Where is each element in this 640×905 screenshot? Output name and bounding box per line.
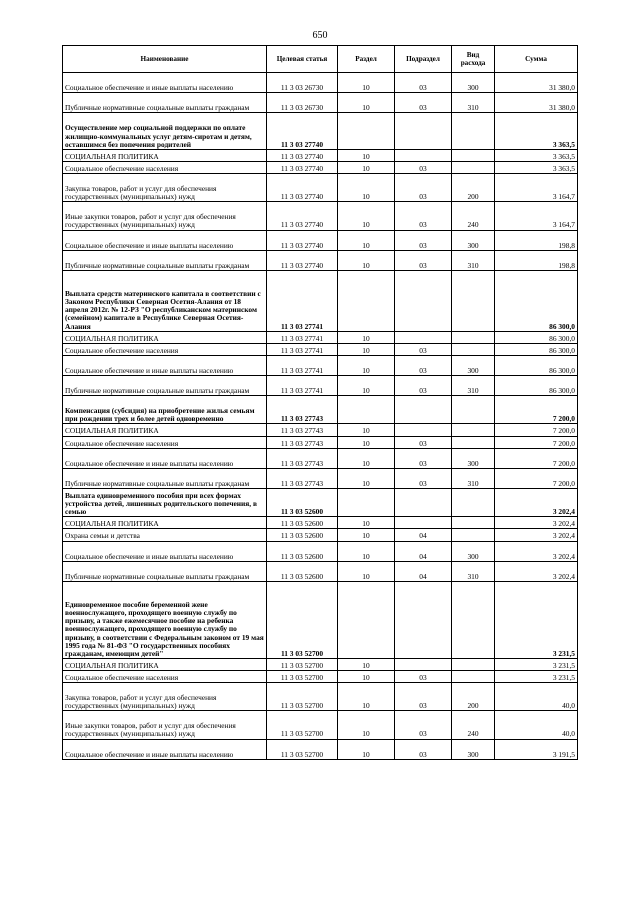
row-code-cell: 11 3 03 27740 (267, 202, 338, 230)
row-code-cell: 11 3 03 26730 (267, 93, 338, 113)
row-subsection-cell: 04 (395, 529, 452, 541)
table-row (63, 250, 578, 270)
header-subsection: Подраздел (395, 46, 452, 73)
row-code-cell: 11 3 03 27740 (267, 149, 338, 161)
table-row (63, 355, 578, 375)
row-section-cell: 10 (338, 517, 395, 529)
row-expense-cell: 240 (452, 202, 495, 230)
row-subsection-cell: 03 (395, 355, 452, 375)
row-name-cell: Выплата единовременного пособия при всех формах устройства детей, лишенных родительского попечения, в семью (63, 489, 267, 517)
table-row (63, 541, 578, 561)
row-sum-cell: 3 231,5 (495, 581, 578, 658)
table-row (63, 424, 578, 436)
row-name-cell: СОЦИАЛЬНАЯ ПОЛИТИКА (63, 658, 267, 670)
table-row (63, 561, 578, 581)
table-row (63, 739, 578, 759)
row-section-cell: 10 (338, 230, 395, 250)
row-section-cell: 10 (338, 529, 395, 541)
row-code-cell: 11 3 03 27740 (267, 113, 338, 149)
row-section-cell: 10 (338, 658, 395, 670)
row-subsection-cell (395, 658, 452, 670)
row-name-cell: СОЦИАЛЬНАЯ ПОЛИТИКА (63, 517, 267, 529)
row-expense-cell: 300 (452, 448, 495, 468)
row-code-cell: 11 3 03 52600 (267, 489, 338, 517)
row-section-cell: 10 (338, 541, 395, 561)
row-name-cell: Социальное обеспечение населения (63, 161, 267, 173)
row-code-cell: 11 3 03 27743 (267, 468, 338, 488)
row-name-cell: Публичные нормативные социальные выплаты гражданам (63, 375, 267, 395)
table-row (63, 73, 578, 93)
row-subsection-cell: 03 (395, 711, 452, 739)
row-expense-cell (452, 331, 495, 343)
row-subsection-cell: 03 (395, 448, 452, 468)
row-code-cell: 11 3 03 52600 (267, 529, 338, 541)
row-sum-cell: 198,8 (495, 230, 578, 250)
row-expense-cell: 310 (452, 250, 495, 270)
table-row (63, 343, 578, 355)
row-subsection-cell (395, 424, 452, 436)
table-row (63, 468, 578, 488)
row-section-cell: 10 (338, 73, 395, 93)
row-subsection-cell (395, 517, 452, 529)
row-expense-cell (452, 424, 495, 436)
row-section-cell (338, 113, 395, 149)
row-expense-cell: 240 (452, 711, 495, 739)
table-row (63, 529, 578, 541)
row-section-cell: 10 (338, 375, 395, 395)
row-code-cell: 11 3 03 52600 (267, 541, 338, 561)
row-subsection-cell: 03 (395, 468, 452, 488)
row-expense-cell (452, 396, 495, 424)
row-sum-cell: 3 231,5 (495, 658, 578, 670)
row-section-cell: 10 (338, 448, 395, 468)
row-section-cell: 10 (338, 161, 395, 173)
row-section-cell: 10 (338, 682, 395, 710)
row-sum-cell: 198,8 (495, 250, 578, 270)
row-code-cell: 11 3 03 27741 (267, 355, 338, 375)
row-section-cell: 10 (338, 93, 395, 113)
row-name-cell: Публичные нормативные социальные выплаты гражданам (63, 561, 267, 581)
header-expense-type: Вид расхода (452, 46, 495, 73)
row-code-cell: 11 3 03 52600 (267, 561, 338, 581)
row-subsection-cell (395, 331, 452, 343)
row-code-cell: 11 3 03 27740 (267, 173, 338, 201)
row-section-cell: 10 (338, 436, 395, 448)
table-row (63, 448, 578, 468)
row-expense-cell (452, 149, 495, 161)
row-section-cell: 10 (338, 250, 395, 270)
row-subsection-cell: 03 (395, 230, 452, 250)
table-row (63, 682, 578, 710)
table-row (63, 517, 578, 529)
row-code-cell: 11 3 03 52700 (267, 711, 338, 739)
row-section-cell: 10 (338, 202, 395, 230)
row-expense-cell: 200 (452, 682, 495, 710)
row-sum-cell: 31 380,0 (495, 93, 578, 113)
row-subsection-cell: 03 (395, 73, 452, 93)
table-row (63, 396, 578, 424)
row-expense-cell (452, 529, 495, 541)
row-code-cell: 11 3 03 27741 (267, 270, 338, 331)
row-name-cell: Иные закупки товаров, работ и услуг для обеспечения государственных (муниципальных) нужд (63, 202, 267, 230)
row-section-cell: 10 (338, 739, 395, 759)
row-sum-cell: 3 363,5 (495, 113, 578, 149)
row-sum-cell: 7 200,0 (495, 436, 578, 448)
row-name-cell: СОЦИАЛЬНАЯ ПОЛИТИКА (63, 331, 267, 343)
row-section-cell (338, 396, 395, 424)
page-number: 650 (312, 30, 328, 41)
header-name: Наименование (63, 46, 267, 73)
row-code-cell: 11 3 03 52700 (267, 658, 338, 670)
row-name-cell: Единовременное пособие беременной жене военнослужащего, проходящего военную службу по призыву, а также ежемесячное пособие на ребенка военнослужащего, проходящего военную службу по призыву, в соответствии с Федеральным законом от 19 мая 1995 года № 81-ФЗ "О государственных пособиях гражданам, имеющим детей" (63, 581, 267, 658)
row-section-cell: 10 (338, 149, 395, 161)
row-section-cell: 10 (338, 424, 395, 436)
table-row (63, 230, 578, 250)
row-section-cell: 10 (338, 711, 395, 739)
row-name-cell: Социальное обеспечение населения (63, 436, 267, 448)
row-subsection-cell (395, 113, 452, 149)
row-name-cell: Выплата средств материнского капитала в соответствии с Законом Республики Северная Осетия-Алания от 18 апреля 2012г. № 12-РЗ "О республиканском материнском (семейном) капитале в Республике Северная Осетия-Алания (63, 270, 267, 331)
row-subsection-cell (395, 489, 452, 517)
table-row (63, 375, 578, 395)
row-code-cell: 11 3 03 27743 (267, 436, 338, 448)
row-sum-cell: 86 300,0 (495, 331, 578, 343)
row-code-cell: 11 3 03 52700 (267, 682, 338, 710)
row-name-cell: Социальное обеспечение и иные выплаты населению (63, 739, 267, 759)
row-code-cell: 11 3 03 27743 (267, 424, 338, 436)
row-expense-cell: 300 (452, 355, 495, 375)
row-section-cell: 10 (338, 468, 395, 488)
row-subsection-cell (395, 149, 452, 161)
row-sum-cell: 86 300,0 (495, 375, 578, 395)
table-row (63, 581, 578, 658)
table-body (63, 73, 578, 760)
row-code-cell: 11 3 03 27743 (267, 396, 338, 424)
row-name-cell: Социальное обеспечение и иные выплаты населению (63, 448, 267, 468)
row-name-cell: Социальное обеспечение и иные выплаты населению (63, 541, 267, 561)
header-section: Раздел (338, 46, 395, 73)
row-expense-cell (452, 658, 495, 670)
row-name-cell: Социальное обеспечение населения (63, 670, 267, 682)
row-sum-cell: 86 300,0 (495, 355, 578, 375)
row-name-cell: Публичные нормативные социальные выплаты гражданам (63, 250, 267, 270)
row-section-cell (338, 270, 395, 331)
row-expense-cell (452, 270, 495, 331)
header-row (63, 46, 578, 73)
table-row (63, 93, 578, 113)
row-subsection-cell: 03 (395, 343, 452, 355)
row-sum-cell: 86 300,0 (495, 270, 578, 331)
row-subsection-cell (395, 581, 452, 658)
row-sum-cell: 3 202,4 (495, 529, 578, 541)
row-expense-cell (452, 517, 495, 529)
header-sum: Сумма (495, 46, 578, 73)
table-row (63, 658, 578, 670)
row-name-cell: Публичные нормативные социальные выплаты гражданам (63, 93, 267, 113)
row-subsection-cell: 03 (395, 375, 452, 395)
row-code-cell: 11 3 03 52700 (267, 739, 338, 759)
row-sum-cell: 3 202,4 (495, 541, 578, 561)
row-expense-cell (452, 581, 495, 658)
row-sum-cell: 7 200,0 (495, 468, 578, 488)
row-name-cell: Закупка товаров, работ и услуг для обеспечения государственных (муниципальных) нужд (63, 682, 267, 710)
row-subsection-cell (395, 270, 452, 331)
table-row (63, 436, 578, 448)
row-expense-cell (452, 343, 495, 355)
row-subsection-cell: 03 (395, 739, 452, 759)
row-code-cell: 11 3 03 27741 (267, 343, 338, 355)
row-expense-cell: 310 (452, 468, 495, 488)
row-subsection-cell: 04 (395, 541, 452, 561)
row-name-cell: СОЦИАЛЬНАЯ ПОЛИТИКА (63, 149, 267, 161)
row-name-cell: СОЦИАЛЬНАЯ ПОЛИТИКА (63, 424, 267, 436)
table-row (63, 270, 578, 331)
table-row (63, 173, 578, 201)
row-name-cell: Осуществление мер социальной поддержки по оплате жилищно-коммунальных услуг детям-сиротам и детям, оставшимся без попечения родителей (63, 113, 267, 149)
row-expense-cell (452, 489, 495, 517)
row-section-cell (338, 489, 395, 517)
row-code-cell: 11 3 03 27741 (267, 375, 338, 395)
row-sum-cell: 3 164,7 (495, 173, 578, 201)
row-sum-cell: 86 300,0 (495, 343, 578, 355)
row-name-cell: Иные закупки товаров, работ и услуг для обеспечения государственных (муниципальных) нужд (63, 711, 267, 739)
row-sum-cell: 3 363,5 (495, 149, 578, 161)
row-subsection-cell: 03 (395, 670, 452, 682)
row-sum-cell: 7 200,0 (495, 396, 578, 424)
row-expense-cell: 310 (452, 375, 495, 395)
header-target-article: Целевая статья (267, 46, 338, 73)
table-row (63, 331, 578, 343)
row-expense-cell: 310 (452, 93, 495, 113)
table-row (63, 113, 578, 149)
row-expense-cell: 300 (452, 73, 495, 93)
row-subsection-cell: 03 (395, 682, 452, 710)
table-row (63, 161, 578, 173)
row-name-cell: Закупка товаров, работ и услуг для обеспечения государственных (муниципальных) нужд (63, 173, 267, 201)
row-sum-cell: 3 231,5 (495, 670, 578, 682)
table-row (63, 489, 578, 517)
budget-table (62, 45, 578, 760)
row-sum-cell: 31 380,0 (495, 73, 578, 93)
row-section-cell (338, 581, 395, 658)
row-expense-cell (452, 436, 495, 448)
row-name-cell: Социальное обеспечение и иные выплаты населению (63, 355, 267, 375)
table-row (63, 149, 578, 161)
row-section-cell: 10 (338, 331, 395, 343)
row-subsection-cell (395, 396, 452, 424)
table-row (63, 202, 578, 230)
row-subsection-cell: 04 (395, 561, 452, 581)
row-code-cell: 11 3 03 52700 (267, 670, 338, 682)
row-sum-cell: 7 200,0 (495, 448, 578, 468)
row-name-cell: Социальное обеспечение населения (63, 343, 267, 355)
row-code-cell: 11 3 03 27740 (267, 250, 338, 270)
row-code-cell: 11 3 03 27740 (267, 161, 338, 173)
row-code-cell: 11 3 03 27743 (267, 448, 338, 468)
table-row (63, 670, 578, 682)
row-name-cell: Публичные нормативные социальные выплаты гражданам (63, 468, 267, 488)
row-code-cell: 11 3 03 52700 (267, 581, 338, 658)
row-subsection-cell: 03 (395, 93, 452, 113)
row-name-cell: Охрана семьи и детства (63, 529, 267, 541)
row-subsection-cell: 03 (395, 250, 452, 270)
row-subsection-cell: 03 (395, 173, 452, 201)
row-sum-cell: 3 202,4 (495, 561, 578, 581)
row-subsection-cell: 03 (395, 202, 452, 230)
row-expense-cell: 300 (452, 541, 495, 561)
row-code-cell: 11 3 03 52600 (267, 517, 338, 529)
row-sum-cell: 3 363,5 (495, 161, 578, 173)
row-expense-cell: 300 (452, 230, 495, 250)
row-expense-cell: 300 (452, 739, 495, 759)
row-section-cell: 10 (338, 355, 395, 375)
row-expense-cell (452, 670, 495, 682)
row-code-cell: 11 3 03 27740 (267, 230, 338, 250)
row-expense-cell: 200 (452, 173, 495, 201)
row-section-cell: 10 (338, 343, 395, 355)
row-section-cell: 10 (338, 561, 395, 581)
row-sum-cell: 3 164,7 (495, 202, 578, 230)
row-sum-cell: 3 202,4 (495, 517, 578, 529)
row-sum-cell: 40,0 (495, 682, 578, 710)
row-expense-cell (452, 113, 495, 149)
row-section-cell: 10 (338, 173, 395, 201)
row-code-cell: 11 3 03 27741 (267, 331, 338, 343)
row-sum-cell: 7 200,0 (495, 424, 578, 436)
row-name-cell: Компенсация (субсидия) на приобретение жилья семьям при рождении трех и более детей одновременно (63, 396, 267, 424)
row-subsection-cell: 03 (395, 161, 452, 173)
row-name-cell: Социальное обеспечение и иные выплаты населению (63, 230, 267, 250)
row-sum-cell: 3 191,5 (495, 739, 578, 759)
row-expense-cell (452, 161, 495, 173)
row-sum-cell: 3 202,4 (495, 489, 578, 517)
row-code-cell: 11 3 03 26730 (267, 73, 338, 93)
row-name-cell: Социальное обеспечение и иные выплаты населению (63, 73, 267, 93)
row-subsection-cell: 03 (395, 436, 452, 448)
row-section-cell: 10 (338, 670, 395, 682)
row-sum-cell: 40,0 (495, 711, 578, 739)
row-expense-cell: 310 (452, 561, 495, 581)
table-row (63, 711, 578, 739)
